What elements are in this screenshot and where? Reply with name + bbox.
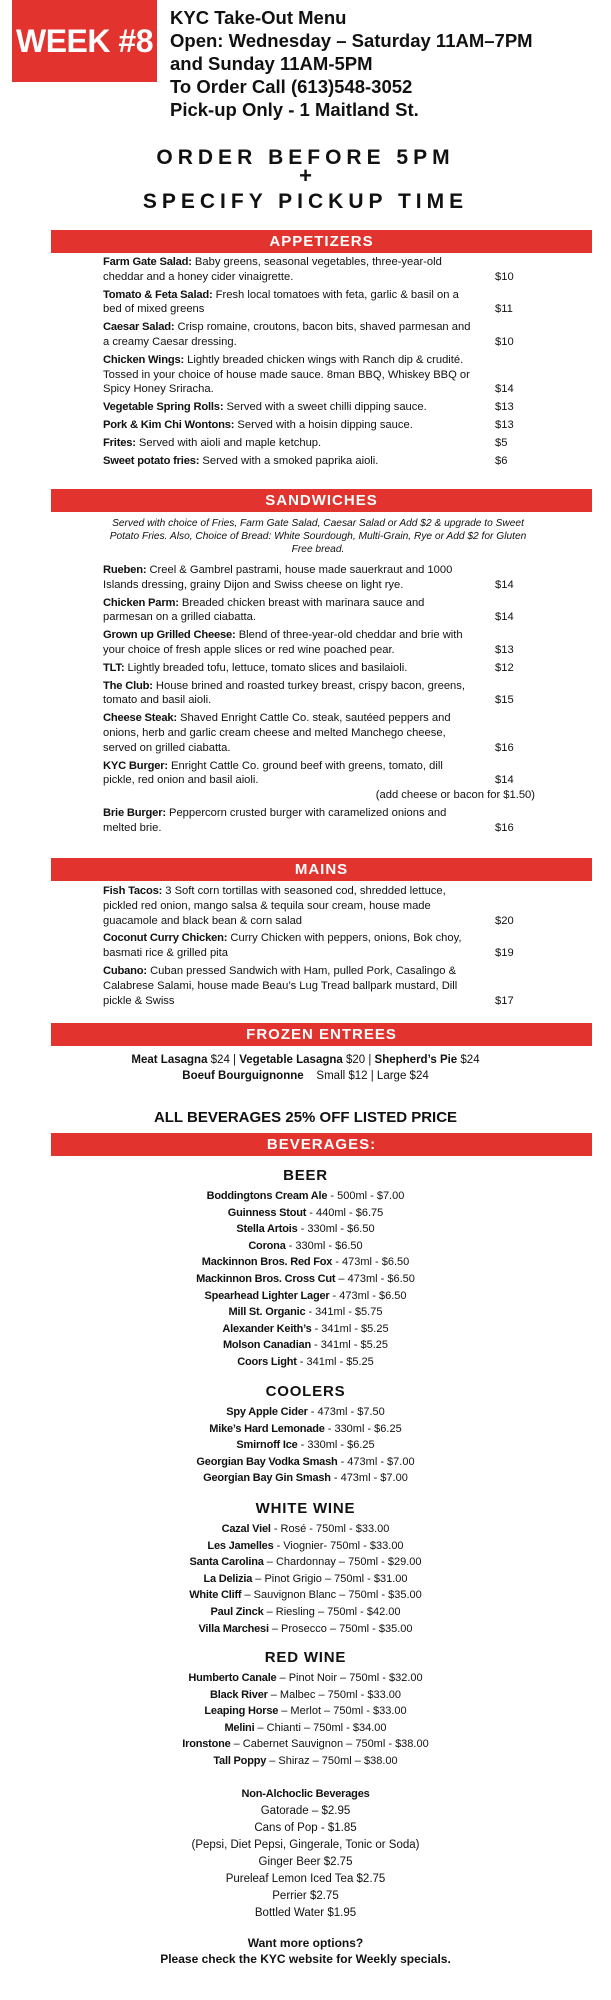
white-wine-section: [0, 1499, 611, 1637]
menu-item: Tomato & Feta Salad: Fresh local tomatoes with feta, garlic & basil on a bed of mixed greens $11: [103, 288, 535, 318]
order-before-notice: ORDER BEFORE 5PM: [156, 146, 455, 169]
menu-item: Vegetable Spring Rolls: Served with a sweet chilli dipping sauce. $13: [103, 400, 535, 415]
list-item: Villa Marchesi – Prosecco – 750ml - $35.00: [198, 1622, 413, 1635]
list-item: La Delizia – Pinot Grigio – 750ml - $31.00: [203, 1572, 408, 1585]
item-price: $13: [495, 401, 514, 414]
menu-item: Cubano: Cuban pressed Sandwich with Ham, pulled Pork, Casalingo & Calabrese Salami, house made Beau’s Lug Tread ballpark mustard, Dill pickle & Swiss $17: [103, 964, 535, 1008]
list-item: Perrier $2.75: [272, 1890, 339, 1902]
list-item: Stella Artois - 330ml - $6.50: [236, 1223, 375, 1236]
list-item: Humberto Canale – Pinot Noir – 750ml - $32.00: [188, 1672, 423, 1684]
list-item: Corona - 330ml - $6.50: [248, 1239, 363, 1252]
menu-item: Chicken Wings: Lightly breaded chicken wings with Ranch dip & crudité. Tossed in your choice of house made sauce. 8man BBQ, Whiskey BBQ or Spicy Honey Sriracha. $14: [103, 353, 535, 397]
list-item: Georgian Bay Gin Smash - 473ml - $7.00: [203, 1472, 408, 1485]
specify-pickup-notice: SPECIFY PICKUP TIME: [142, 190, 469, 213]
list-item: Georgian Bay Vodka Smash - 473ml - $7.00: [196, 1455, 415, 1468]
list-item: Mackinnon Bros. Red Fox - 473ml - $6.50: [201, 1256, 410, 1269]
item-price: $14: [495, 383, 514, 396]
menu-item: Cheese Steak: Shaved Enright Cattle Co. steak, sautéed peppers and onions, herb and garlic cream cheese and melted Manchego cheese, served on grilled ciabatta. $16: [103, 711, 535, 755]
red-wine-section: [0, 1648, 611, 1770]
sandwiches-header: SANDWICHES: [51, 489, 592, 512]
list-item: Melini – Chianti – 750ml - $34.00: [224, 1721, 387, 1734]
item-price: $10: [495, 335, 514, 348]
item-price: $11: [495, 303, 513, 316]
list-item: Tall Poppy – Shiraz – 750ml – $38.00: [213, 1754, 398, 1767]
list-item: Guinness Stout - 440ml - $6.75: [227, 1206, 384, 1219]
item-price: $14: [495, 578, 514, 591]
list-item: Ironstone – Cabernet Sauvignon – 750ml - $38.00: [182, 1738, 429, 1751]
item-price: $15: [495, 694, 514, 707]
menu-item: Frites: Served with aioli and maple ketchup. $5: [103, 436, 535, 451]
list-item: Boddingtons Cream Ale - 500ml - $7.00: [206, 1190, 405, 1202]
menu-item: TLT: Lightly breaded tofu, lettuce, tomato slices and basilaioli. $12: [103, 661, 535, 676]
frozen-header: FROZEN ENTREES: [51, 1023, 592, 1046]
header-info: [170, 6, 610, 121]
list-item: Mike’s Hard Lemonade - 330ml - $6.25: [209, 1422, 402, 1435]
mains-header: MAINS: [51, 858, 592, 881]
beer-heading: BEER: [283, 1167, 328, 1184]
item-price: $16: [495, 741, 514, 754]
burger-extra-note: (add cheese or bacon for $1.50): [375, 789, 535, 802]
item-price: $13: [495, 418, 514, 431]
item-price: $12: [495, 661, 514, 674]
item-price: $14: [495, 774, 514, 787]
list-item: Mill St. Organic - 341ml - $5.75: [228, 1306, 383, 1319]
menu-item: Pork & Kim Chi Wontons: Served with a hoisin dipping sauce. $13: [103, 418, 535, 433]
menu-item: Sweet potato fries: Served with a smoked paprika aioli. $6: [103, 454, 535, 469]
list-item: Smirnoff Ice - 330ml - $6.25: [236, 1439, 375, 1452]
item-price: $17: [495, 994, 514, 1007]
beer-section: [0, 1166, 611, 1371]
menu-item: Caesar Salad: Crisp romaine, croutons, bacon bits, shaved parmesan and a creamy Caesar dressing. $10: [103, 320, 535, 350]
list-item: Ginger Beer $2.75: [258, 1856, 353, 1868]
pickup-line: Pick-up Only - 1 Maitland St.: [170, 99, 419, 120]
week-badge: WEEK #8: [12, 0, 157, 82]
item-price: $14: [495, 611, 514, 624]
item-price: $10: [495, 270, 514, 283]
item-price: $5: [495, 436, 508, 449]
hours-line-2: and Sunday 11AM-5PM: [170, 53, 373, 74]
list-item: Spy Apple Cider - 473ml - $7.50: [226, 1406, 385, 1418]
coolers-section: [0, 1382, 611, 1487]
frozen-line-2: Boeuf Bourguignonne Small $12 | Large $24: [182, 1070, 429, 1082]
non-alcoholic-heading: Non-Alchoclic Beverages: [241, 1788, 370, 1800]
list-item: Cazal Viel - Rosé - 750ml - $33.00: [221, 1523, 390, 1535]
menu-title: KYC Take-Out Menu: [170, 7, 347, 28]
list-item: Paul Zinck – Riesling – 750ml - $42.00: [210, 1605, 401, 1618]
frozen-line-1: Meat Lasagna $24 | Vegetable Lasagna $20 | Shepherd’s Pie $24: [131, 1054, 480, 1066]
item-price: $19: [495, 947, 514, 960]
menu-item: The Club: House brined and roasted turkey breast, crispy bacon, greens, tomato and basil aioli. $15: [103, 679, 535, 709]
appetizers-list: [103, 255, 535, 471]
footer-line-1: Want more options?: [247, 1936, 364, 1950]
list-item: White Cliff – Sauvignon Blanc – 750ml - $35.00: [189, 1589, 422, 1602]
list-item: (Pepsi, Diet Pepsi, Gingerale, Tonic or Soda): [191, 1839, 420, 1851]
list-item: Mackinnon Bros. Cross Cut – 473ml - $6.50: [196, 1272, 415, 1285]
sandwiches-note: Served with choice of Fries, Farm Gate Salad, Caesar Salad or Add $2 & upgrade to Sweet Potato Fries. Also, Choice of Bread: White Sourdough, Multi-Grain, Rye or Add $2 for Gluten Free bread.: [109, 518, 527, 555]
menu-item: Fish Tacos: 3 Soft corn tortillas with seasoned cod, shredded lettuce, pickled red onion, mango salsa & tequila sour cream, house made guacamole and black bean & corn salad $20: [103, 884, 535, 928]
menu-item: Farm Gate Salad: Baby greens, seasonal vegetables, three-year-old cheddar and a honey cider vinaigrette. $10: [103, 255, 535, 285]
list-item: Black River – Malbec – 750ml - $33.00: [209, 1688, 402, 1701]
list-item: Pureleaf Lemon Iced Tea $2.75: [225, 1873, 386, 1885]
menu-item: Grown up Grilled Cheese: Blend of three-year-old cheddar and brie with your choice of fresh apple slices or red wine poached pear. $13: [103, 628, 535, 658]
list-item: Alexander Keith’s - 341ml - $5.25: [222, 1322, 389, 1335]
item-price: $16: [495, 821, 514, 834]
phone-line: To Order Call (613)548-3052: [170, 76, 413, 97]
menu-item: Rueben: Creel & Gambrel pastrami, house made sauerkraut and 1000 Islands dressing, grainy Dijon and Swiss cheese on light rye. $14: [103, 563, 535, 593]
list-item: Gatorade – $2.95: [260, 1805, 351, 1817]
footer-line-2: Please check the KYC website for Weekly specials.: [160, 1952, 451, 1966]
item-price: $20: [495, 914, 514, 927]
list-item: Molson Canadian - 341ml - $5.25: [222, 1339, 389, 1352]
list-item: Spearhead Lighter Lager - 473ml - $6.50: [204, 1289, 407, 1302]
appetizers-header: APPETIZERS: [51, 230, 592, 253]
menu-item: KYC Burger: Enright Cattle Co. ground beef with greens, tomato, dill pickle, red onion and basil aioli. $14: [103, 759, 535, 789]
list-item: Les Jamelles - Viognier- 750ml - $33.00: [207, 1539, 404, 1552]
beverage-promo: ALL BEVERAGES 25% OFF LISTED PRICE: [153, 1109, 458, 1126]
item-price: $6: [495, 454, 508, 467]
plus-sign: +: [299, 163, 312, 188]
menu-item: Brie Burger: Peppercorn crusted burger with caramelized onions and melted brie. $16: [103, 806, 535, 836]
white-wine-heading: WHITE WINE: [255, 1500, 356, 1517]
beverages-header: BEVERAGES:: [51, 1133, 592, 1156]
footer-note: [0, 1935, 611, 1967]
list-item: Santa Carolina – Chardonnay – 750ml - $29.00: [189, 1556, 422, 1569]
coolers-heading: COOLERS: [265, 1383, 346, 1400]
sandwiches-list: [103, 563, 535, 839]
non-alcoholic-section: [0, 1786, 611, 1922]
list-item: Coors Light - 341ml - $5.25: [237, 1355, 374, 1368]
list-item: Leaping Horse – Merlot – 750ml - $33.00: [204, 1705, 407, 1718]
menu-item: Coconut Curry Chicken: Curry Chicken with peppers, onions, Bok choy, basmati rice & grilled pita $19: [103, 931, 535, 961]
menu-item: Chicken Parm: Breaded chicken breast with marinara sauce and parmesan on a grilled ciabatta. $14: [103, 596, 535, 626]
mains-list: [103, 884, 535, 1011]
list-item: Bottled Water $1.95: [254, 1907, 357, 1919]
item-price: $13: [495, 643, 514, 656]
red-wine-heading: RED WINE: [264, 1649, 347, 1666]
list-item: Cans of Pop - $1.85: [254, 1822, 357, 1834]
hours-line-1: Open: Wednesday – Saturday 11AM–7PM: [170, 30, 533, 51]
